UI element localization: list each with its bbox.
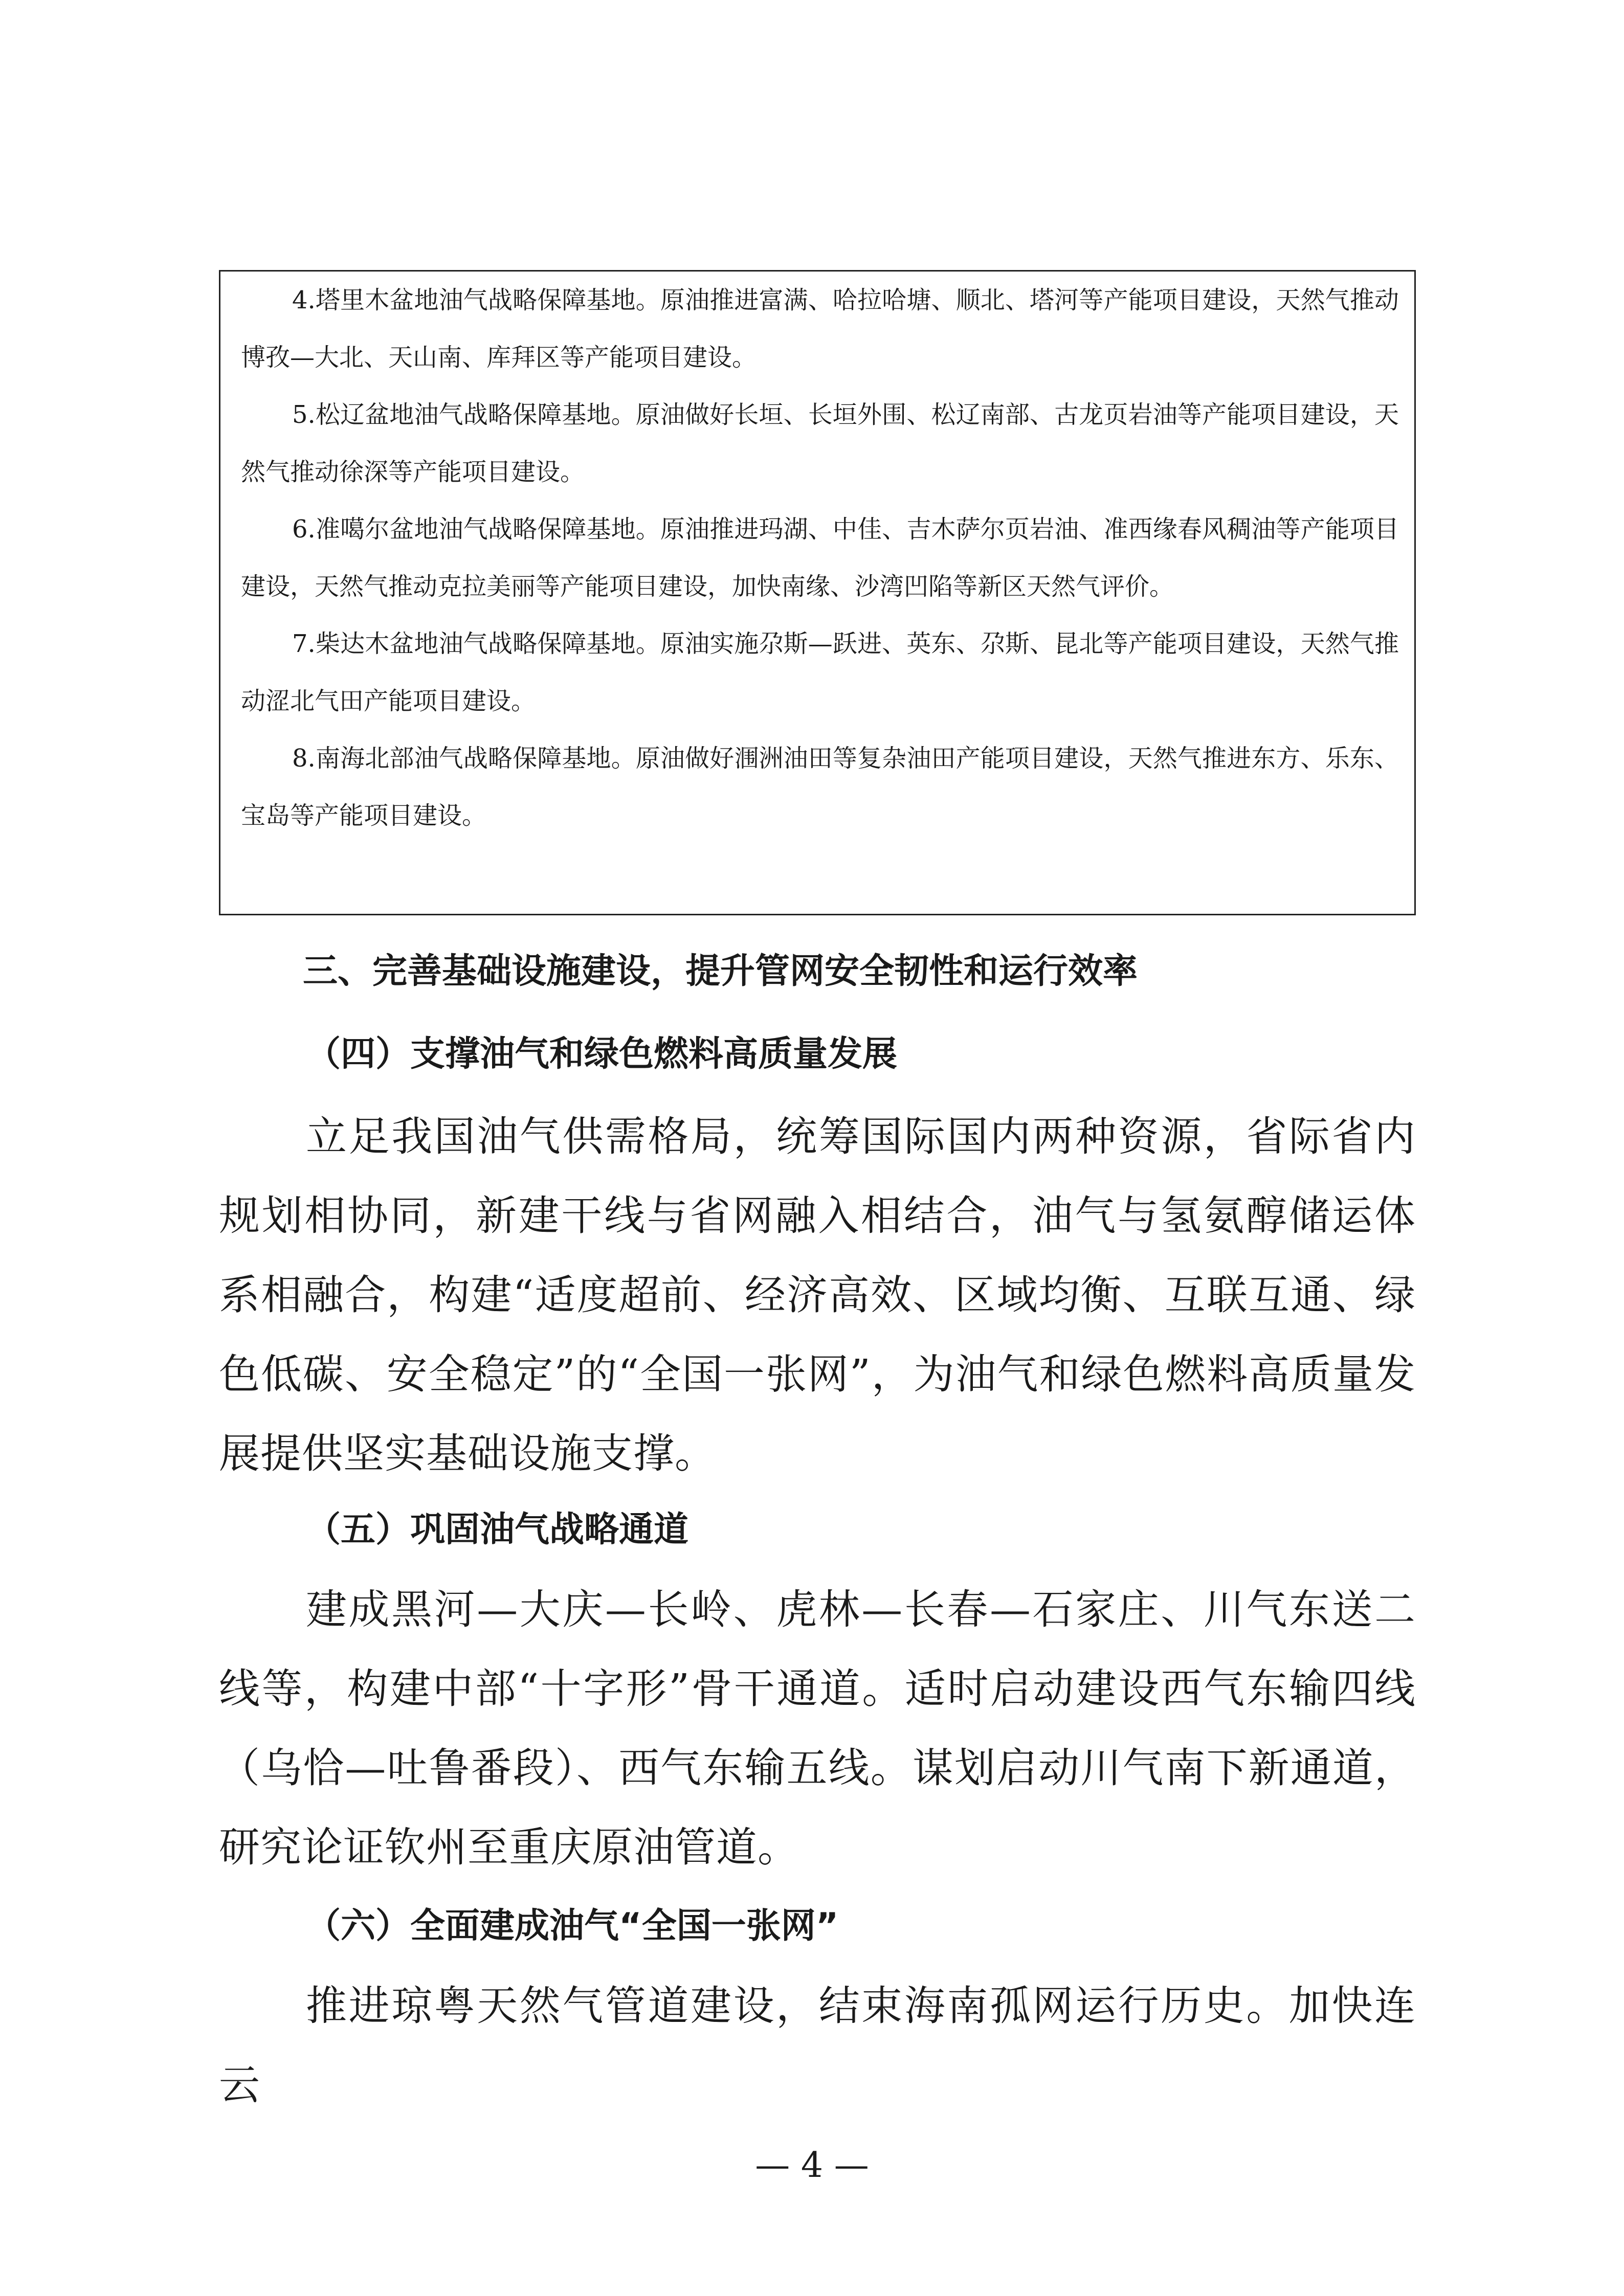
base-item-qaidam: 7.柴达木盆地油气战略保障基地。原油实施尕斯—跃进、英东、尕斯、昆北等产能项目建设，天然气推动涩北气田产能项目建设。 xyxy=(241,629,1399,715)
base-item-songliao: 5.松辽盆地油气战略保障基地。原油做好长垣、长垣外围、松辽南部、古龙页岩油等产能项目建设，天然气推动徐深等产能项目建设。 xyxy=(241,400,1399,486)
subsection-heading-5: （五）巩固油气战略通道 xyxy=(306,1510,689,1550)
section-heading: 三、完善基础设施建设，提升管网安全韧性和运行效率 xyxy=(303,951,1138,992)
base-item-south-china-sea: 8.南海北部油气战略保障基地。原油做好涠洲油田等复杂油田产能项目建设，天然气推进东方、乐东、宝岛等产能项目建设。 xyxy=(241,744,1399,830)
page-number: — 4 — xyxy=(755,2145,869,2186)
subsection-body-4: 立足我国油气供需格局，统筹国际国内两种资源，省际省内规划相协同，新建干线与省网融入相结合，油气与氢氨醇储运体系相融合，构建“适度超前、经济高效、区域均衡、互联互通、绿色低碳、安全稳定”的“全国一张网”，为油气和绿色燃料高质量发展提供坚实基础设施支撑。 xyxy=(219,1113,1416,1477)
subsection-body-6: 推进琼粤天然气管道建设，结束海南孤网运行历史。加快连云 xyxy=(219,1982,1416,2109)
base-list-box xyxy=(219,270,1416,915)
subsection-heading-4: （四）支撑油气和绿色燃料高质量发展 xyxy=(306,1034,898,1074)
subsection-body-5: 建成黑河—大庆—长岭、虎林—长春—石家庄、川气东送二线等，构建中部“十字形”骨干通道。适时启动建设西气东输四线（乌恰—吐鲁番段）、西气东输五线。谋划启动川气南下新通道，研究论证钦州至重庆原油管道。 xyxy=(219,1586,1416,1871)
base-item-junggar: 6.准噶尔盆地油气战略保障基地。原油推进玛湖、中佳、吉木萨尔页岩油、准西缘春风稠油等产能项目建设，天然气推动克拉美丽等产能项目建设，加快南缘、沙湾凹陷等新区天然气评价。 xyxy=(241,515,1399,601)
subsection-heading-6: （六）全面建成油气“全国一张网” xyxy=(306,1906,839,1946)
base-item-tarim: 4.塔里木盆地油气战略保障基地。原油推进富满、哈拉哈塘、顺北、塔河等产能项目建设，天然气推动博孜—大北、天山南、库拜区等产能项目建设。 xyxy=(241,286,1399,372)
